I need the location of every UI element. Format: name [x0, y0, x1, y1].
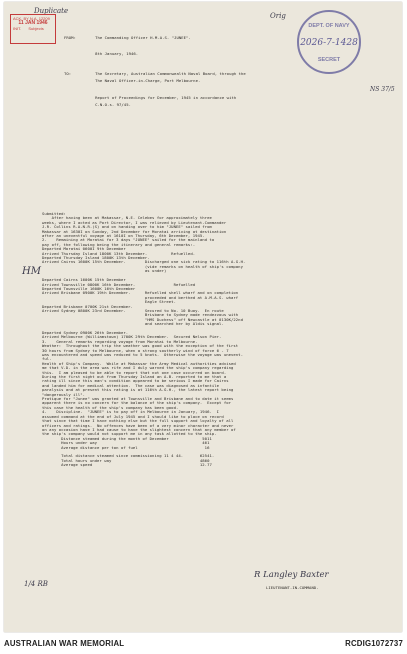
body-line: Eagle Street.: [42, 299, 176, 305]
folio-annotation: 1/4 RB: [24, 580, 48, 588]
body-line: after an uneventful voyage at 1610I on Thursday, 6th December, 1945.: [42, 233, 205, 239]
subject-line-2: C.N.O.s. 97/45.: [64, 102, 131, 107]
from-line: FROM: The Commanding Officer H.M.A.S. "JUNEE".: [64, 35, 191, 40]
body-line: this case the health of the ship's company has been good.: [42, 404, 179, 410]
body-line: on any occasion have I had cause to have the slightest concern that any member of: [42, 426, 236, 432]
body-line: the ship's company would not support me in any task allotted to the ship.: [42, 431, 217, 437]
body-line: assumed command at the end of July 1945 and I should like to place on record: [42, 413, 224, 419]
body-line: weeks, where I acted as Port Director, I was relieved by Lieutenant-Commander: [42, 219, 227, 225]
initials-annotation: HM: [22, 266, 41, 277]
body-line: Weather: Throughout the trip the weather was good with the exception of the first: [42, 343, 239, 349]
body-line: this. I am pleased to be able to report that not one case occurred on board.: [42, 369, 227, 375]
duplicate-annotation: Duplicate: [34, 7, 69, 15]
body-line: and landed him for medical attention. The case was diagnosed as infantile: [42, 382, 220, 388]
body-line: as under): [42, 268, 167, 274]
received-stamp-date: 11 JAN 1946: [18, 20, 48, 26]
body-line: Departed Thursday Island 1800K 13th December.: [42, 255, 150, 261]
body-line: J.R. Collins R.A.N.R.(S) and on handing over to him "JUNEE" sailed from: [42, 224, 212, 230]
body-line: Arrived Cairns 1600K 15th December. Discharged one sick rating to 116th A.G.H.: [42, 259, 246, 265]
body-line: that since that time I have nothing else but the full support and loyalty of all: [42, 418, 234, 424]
navy-stamp-top: DEPT. OF NAVY: [308, 23, 350, 29]
body-line: Arrived Thursday Island 1800K 13th December. Refuelled.: [42, 250, 196, 256]
report-body: [42, 212, 362, 468]
navy-stamp-number: 2026-7-1428: [300, 38, 358, 48]
body-line: was encountered and speed was reduced to 5 knots. Otherwise the voyage was unevent-: [42, 352, 243, 357]
body-line: Arrived Melbourne (Williamstown) 1700K 29th December. Secured Nelson Pier.: [42, 334, 222, 340]
received-stamp-line4: Subjects: [28, 26, 44, 31]
body-line: rating ill since this man's condition appeared to be serious I made for Cairns: [42, 378, 229, 384]
body-line: Arrived Sydney 0800K 23rd December. Secured to No. 10 Buoy. En route: [42, 307, 224, 313]
signature-title: LIEUTENANT-IN-COMMAND.: [266, 585, 319, 590]
body-line: Arrived Townsville 0800K 16th December. Refuelled: [42, 281, 196, 287]
body-line: proceeded and berthed at A.M.A.S. wharf: [42, 294, 239, 300]
body-line: apparent there is no concern for the balance of the ship's company. Except for: [42, 400, 231, 406]
received-stamp: [10, 14, 56, 44]
received-stamp-line3: INIT.: [13, 26, 22, 31]
body-line: 4. Discipline. "JUNEE" is to pay off in Melbourne in January, 1946. I: [42, 409, 220, 415]
navy-stamp-bottom: SECRET: [317, 57, 341, 63]
body-line: Departed Townsville 1600K 16th December: [42, 285, 136, 291]
body-line: During the first night out from Thursday Island an A.B. reported to me that a: [42, 374, 227, 380]
body-line: paralysis and at present this rating is at 116th A.G.H., the latest report being: [42, 387, 234, 393]
body-line: 2. Remaining at Moratai for 3 days "JUNEE" sailed for the mainland to: [42, 237, 215, 243]
body-line: Arrived Brisbane 0900K 19th December. Refuelled shell wharf and on completion: [42, 290, 239, 296]
body-line: "HMS Duchess" off Newcastle at 0130K/22nd: [42, 316, 243, 322]
archive-footer: [0, 637, 407, 651]
body-line: Departed Cairns 1600K 15th December: [42, 277, 126, 283]
body-line: Makassar at 1630I on Sunday, 2nd December for Moratai arriving at destination: [42, 228, 227, 234]
navy-department-stamp: [297, 10, 361, 74]
reference-annotation: NS 37/5: [370, 86, 395, 93]
record-id: RCDIG1072737: [345, 639, 403, 648]
body-line: Pratique for "Junee" was granted at Townsville and Brisbane and to date it seems: [42, 396, 234, 402]
subject-line: Report of Proceedings for December, 1945 in accordance with: [64, 95, 237, 100]
body-line: pay off, the following being the itinerary and general remarks:-: [42, 241, 196, 247]
archive-name: AUSTRALIAN WAR MEMORIAL: [4, 639, 125, 648]
body-line: 30 hours from Sydney to Melbourne, when a strong southerly wind of force 6 - 7: [42, 347, 229, 353]
date-line: 8th January, 1946.: [64, 51, 139, 56]
body-line: (vide remarks on health of ship's company: [42, 263, 243, 269]
body-line: Total distance steamed since commissioning 11 4 44. 62541.: [42, 453, 215, 459]
body-line: officers and ratings. No offences have been of a very minor character and never: [42, 422, 234, 428]
body-line: Hours under way 461: [42, 440, 210, 446]
body-line: Departed Sydney 0900K 26th December.: [42, 329, 129, 335]
body-line: me that V.D. in the area was rife and I duly warned the ship's company regarding: [42, 365, 234, 371]
body-line: 3. General remarks regarding voyage from Moratai to Melbourne.: [42, 338, 198, 344]
body-line: Departed Moratai 0600I 9th December: [42, 246, 126, 252]
to-line-2: The Naval Officer-in-Charge, Port Melbourne.: [64, 78, 201, 83]
body-line: Average speed 12.77: [42, 462, 212, 468]
body-line: Total hours under way 4860: [42, 457, 210, 463]
body-line: ful.: [42, 356, 52, 362]
body-line: Brisbane to Sydney made rendezvous with: [42, 312, 239, 318]
body-line: Health of Ship's Company. While at Makassar the Army Medical authorities advised: [42, 360, 236, 366]
body-line: "dangerously ill".: [42, 391, 86, 397]
body-line: and searched her by Aldis signal.: [42, 321, 224, 327]
body-line: Distance steamed during the month of December 5011: [42, 435, 212, 441]
to-line: TO: The Secretary, Australian Commonwealth Naval Board, through the: [64, 71, 246, 76]
body-line: Average distance per ton of fuel 16: [42, 444, 210, 450]
body-line: After having been at Makassar, N.E. Celebes for approximately three: [42, 215, 212, 221]
signature: R Langley Baxter: [254, 570, 329, 580]
body-line: Departed Brisbane 0700K 21st December.: [42, 303, 133, 309]
copy-annotation: Orig: [270, 12, 286, 20]
document-page: [4, 2, 402, 632]
received-stamp-line1: ACK. BY N.A. 12209: [13, 16, 50, 21]
body-line: Submitted:: [42, 211, 66, 216]
